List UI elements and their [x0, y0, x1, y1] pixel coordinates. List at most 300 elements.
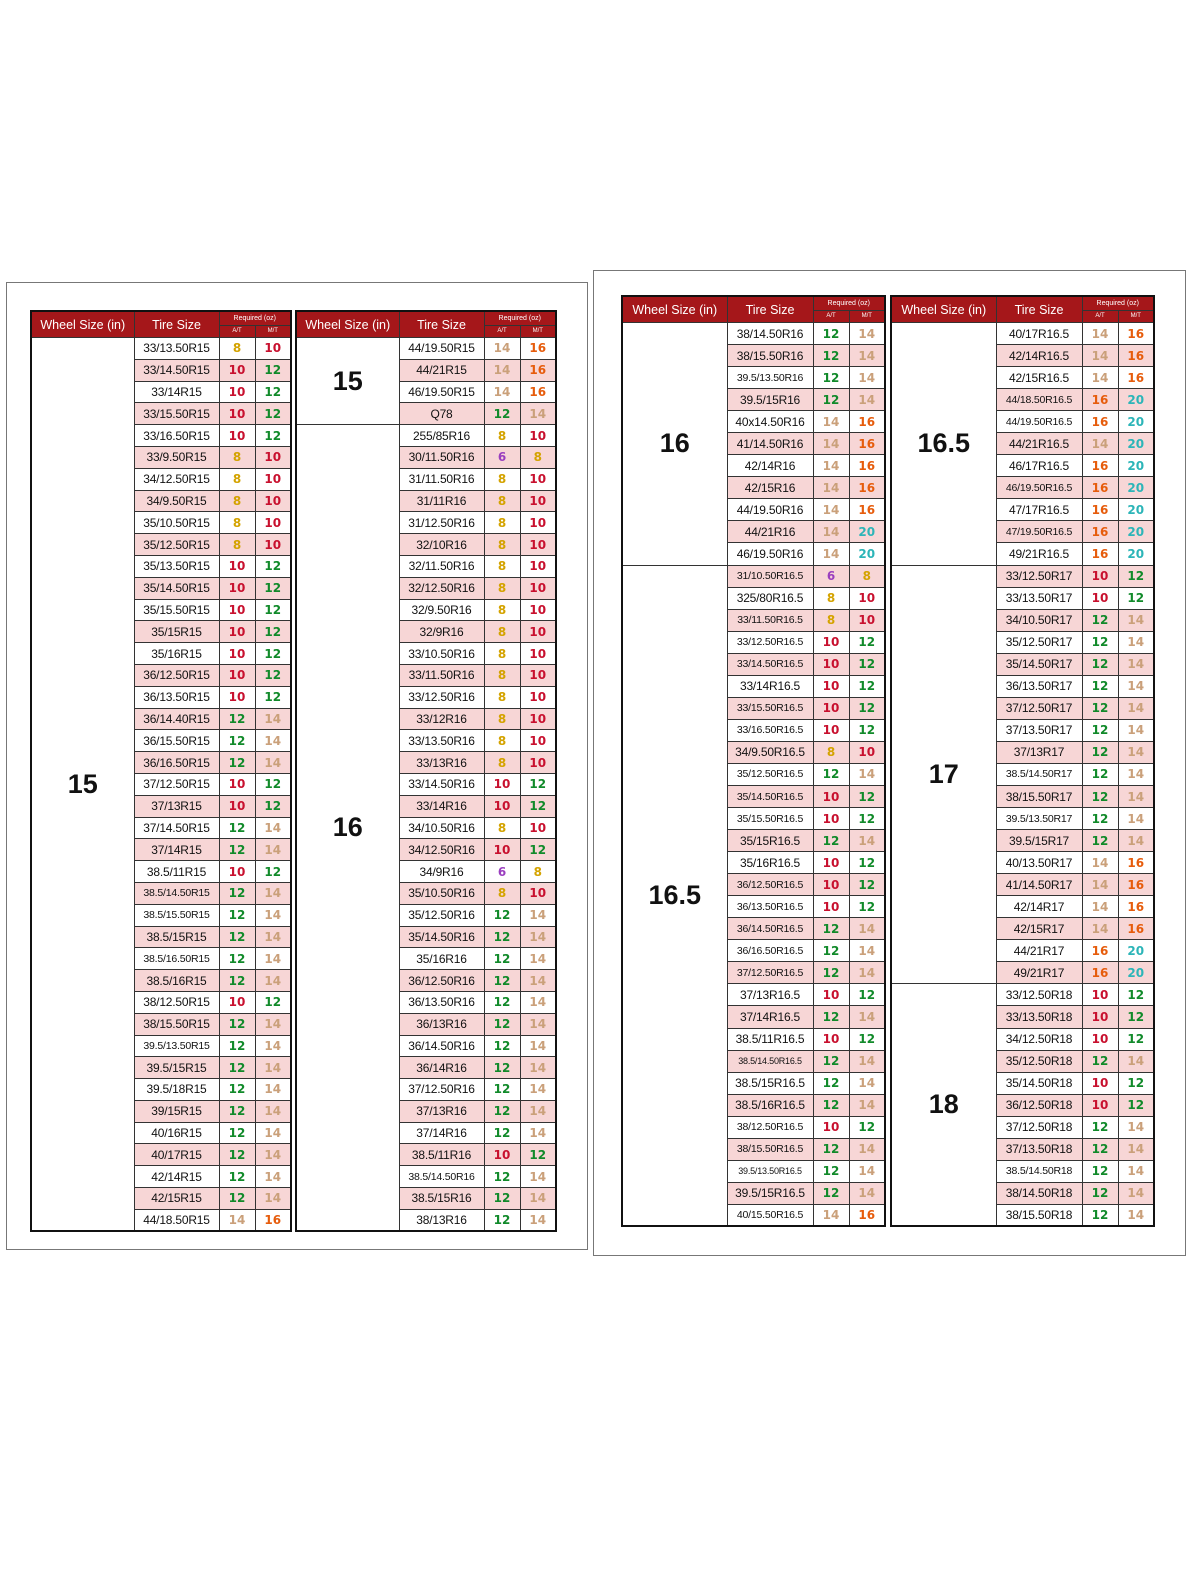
mt-value: 14 [1118, 1160, 1154, 1182]
mt-value: 12 [255, 403, 291, 425]
mt-value: 10 [520, 490, 556, 512]
mt-value: 10 [849, 741, 885, 763]
at-value: 8 [219, 534, 255, 556]
tire-size-cell: 36/12.50R18 [996, 1094, 1082, 1116]
required-header: Required (oz) [1082, 296, 1154, 311]
at-value: 14 [1082, 852, 1118, 874]
tire-size-cell: 40/17R16.5 [996, 323, 1082, 345]
mt-value: 10 [520, 643, 556, 665]
mt-value: 12 [849, 852, 885, 874]
at-value: 12 [813, 323, 849, 345]
mt-value: 14 [255, 882, 291, 904]
tire-size-cell: 40x14.50R16 [727, 411, 813, 433]
table-row [622, 323, 885, 345]
tire-size-cell: 37/13R15 [134, 795, 219, 817]
at-value: 6 [813, 565, 849, 587]
tire-size-cell: 38.5/11R16.5 [727, 1028, 813, 1050]
mt-value: 12 [255, 664, 291, 686]
at-value: 8 [219, 468, 255, 490]
tire-size-cell: 31/11R16 [399, 490, 484, 512]
mt-value: 16 [849, 1204, 885, 1226]
at-value: 10 [219, 643, 255, 665]
at-value: 10 [219, 555, 255, 577]
tire-size-cell: 38/12.50R15 [134, 991, 219, 1013]
at-value: 14 [484, 359, 520, 381]
tire-size-cell: 38/15.50R17 [996, 785, 1082, 807]
at-value: 12 [1082, 697, 1118, 719]
mt-value: 10 [520, 512, 556, 534]
tire-table-1 [30, 310, 292, 1232]
at-value: 12 [484, 1100, 520, 1122]
tire-size-cell: 31/11.50R16 [399, 468, 484, 490]
tire-size-cell: 44/21R17 [996, 940, 1082, 962]
mt-value: 14 [520, 1209, 556, 1231]
at-value: 6 [484, 861, 520, 883]
tire-size-cell: 37/13.50R18 [996, 1138, 1082, 1160]
tire-size-cell: 34/9.50R16.5 [727, 741, 813, 763]
mt-value: 16 [1118, 918, 1154, 940]
tire-size-header: Tire Size [727, 296, 813, 323]
at-value: 10 [813, 808, 849, 830]
mt-value: 12 [255, 555, 291, 577]
at-value: 14 [813, 411, 849, 433]
mt-value: 16 [520, 359, 556, 381]
mt-value: 14 [849, 962, 885, 984]
mt-value: 14 [520, 1188, 556, 1210]
mt-value: 10 [520, 599, 556, 621]
at-value: 12 [813, 1160, 849, 1182]
tire-size-cell: Q78 [399, 403, 484, 425]
at-value: 10 [219, 425, 255, 447]
tire-size-cell: 36/14.40R15 [134, 708, 219, 730]
mt-value: 12 [255, 599, 291, 621]
at-value: 14 [1082, 433, 1118, 455]
at-value: 8 [484, 621, 520, 643]
at-value: 8 [484, 752, 520, 774]
mt-value: 12 [849, 697, 885, 719]
tire-size-cell: 36/14.50R16.5 [727, 918, 813, 940]
at-value: 10 [813, 653, 849, 675]
mt-value: 16 [520, 381, 556, 403]
mt-value: 10 [255, 490, 291, 512]
at-value: 16 [1082, 521, 1118, 543]
at-value: 14 [813, 1204, 849, 1226]
tire-size-cell: 44/21R15 [399, 359, 484, 381]
mt-value: 12 [1118, 1006, 1154, 1028]
tire-size-cell: 33/9.50R15 [134, 446, 219, 468]
at-value: 12 [813, 1006, 849, 1028]
tire-size-cell: 49/21R17 [996, 962, 1082, 984]
tire-size-header: Tire Size [399, 311, 484, 338]
tire-size-cell: 38/15.50R16 [727, 345, 813, 367]
mt-value: 20 [849, 521, 885, 543]
mt-value: 14 [849, 918, 885, 940]
at-value: 8 [813, 741, 849, 763]
tire-size-cell: 31/12.50R16 [399, 512, 484, 534]
tire-size-cell: 33/14.50R15 [134, 359, 219, 381]
tire-size-cell: 32/11.50R16 [399, 555, 484, 577]
tire-size-cell: 36/12.50R16 [399, 970, 484, 992]
tire-size-cell: 33/15.50R15 [134, 403, 219, 425]
mt-value: 14 [255, 1035, 291, 1057]
mt-value: 12 [255, 861, 291, 883]
mt-value: 10 [520, 708, 556, 730]
at-value: 12 [219, 970, 255, 992]
mt-value: 16 [849, 433, 885, 455]
mt-value: 14 [255, 948, 291, 970]
tire-size-cell: 37/12.50R15 [134, 773, 219, 795]
at-value: 12 [484, 1122, 520, 1144]
at-value: 10 [219, 861, 255, 883]
mt-value: 10 [520, 752, 556, 774]
at-value: 14 [813, 477, 849, 499]
tire-size-cell: 46/19.50R16.5 [996, 477, 1082, 499]
at-value: 16 [1082, 389, 1118, 411]
at-value: 14 [813, 499, 849, 521]
tire-size-cell: 38.5/15.50R15 [134, 904, 219, 926]
at-value: 12 [1082, 653, 1118, 675]
mt-value: 10 [255, 338, 291, 360]
tire-size-cell: 40/15.50R16.5 [727, 1204, 813, 1226]
tire-size-cell: 36/13.50R16 [399, 991, 484, 1013]
at-value: 16 [1082, 543, 1118, 565]
mt-value: 14 [520, 1013, 556, 1035]
at-value: 10 [484, 1144, 520, 1166]
at-value: 12 [219, 708, 255, 730]
mt-value: 14 [520, 948, 556, 970]
tire-size-header: Tire Size [996, 296, 1082, 323]
tire-size-cell: 38/14.50R18 [996, 1182, 1082, 1204]
at-value: 14 [813, 433, 849, 455]
mt-value: 12 [849, 1028, 885, 1050]
mt-value: 14 [255, 1122, 291, 1144]
mt-value: 12 [849, 984, 885, 1006]
mt-value: 14 [1118, 609, 1154, 631]
tire-size-cell: 34/12.50R18 [996, 1028, 1082, 1050]
at-value: 16 [1082, 411, 1118, 433]
tire-size-cell: 35/12.50R17 [996, 631, 1082, 653]
tire-size-cell: 38.5/14.50R18 [996, 1160, 1082, 1182]
at-header: A/T [484, 326, 520, 338]
at-value: 12 [484, 1035, 520, 1057]
at-value: 16 [1082, 455, 1118, 477]
at-value: 10 [484, 839, 520, 861]
tire-size-cell: 47/17R16.5 [996, 499, 1082, 521]
tire-size-cell: 38/15.50R18 [996, 1204, 1082, 1226]
tire-size-cell: 38/14.50R16 [727, 323, 813, 345]
mt-value: 14 [255, 752, 291, 774]
tire-size-cell: 46/19.50R16 [727, 543, 813, 565]
tire-size-cell: 35/14.50R16 [399, 926, 484, 948]
mt-value: 14 [255, 970, 291, 992]
at-value: 12 [1082, 1050, 1118, 1072]
tire-size-cell: 35/10.50R15 [134, 512, 219, 534]
table-row [891, 984, 1154, 1006]
tire-size-cell: 38.5/15R16.5 [727, 1072, 813, 1094]
at-value: 12 [484, 403, 520, 425]
at-value: 10 [1082, 1028, 1118, 1050]
mt-value: 20 [1118, 521, 1154, 543]
mt-value: 10 [255, 446, 291, 468]
at-value: 10 [219, 621, 255, 643]
tire-table-3 [621, 295, 886, 1227]
at-value: 10 [1082, 565, 1118, 587]
tire-size-cell: 39.5/13.50R16 [727, 367, 813, 389]
at-value: 10 [1082, 1006, 1118, 1028]
tire-size-cell: 39.5/13.50R16.5 [727, 1160, 813, 1182]
at-value: 8 [813, 587, 849, 609]
tire-size-cell: 38.5/15R16 [399, 1188, 484, 1210]
at-value: 12 [813, 1182, 849, 1204]
at-value: 10 [219, 686, 255, 708]
mt-value: 10 [849, 609, 885, 631]
required-header: Required (oz) [813, 296, 885, 311]
at-value: 8 [484, 643, 520, 665]
wheel-size-header: Wheel Size (in) [31, 311, 134, 338]
tire-size-cell: 42/15R17 [996, 918, 1082, 940]
at-value: 8 [219, 490, 255, 512]
tire-size-cell: 39.5/15R16 [727, 389, 813, 411]
at-value: 12 [813, 389, 849, 411]
at-value: 10 [1082, 587, 1118, 609]
tire-size-cell: 33/13.50R15 [134, 338, 219, 360]
tire-size-cell: 36/13.50R17 [996, 675, 1082, 697]
mt-value: 14 [255, 1144, 291, 1166]
at-value: 8 [484, 686, 520, 708]
tire-size-cell: 33/16.50R16.5 [727, 719, 813, 741]
mt-value: 14 [1118, 1204, 1154, 1226]
mt-value: 12 [849, 631, 885, 653]
table-row [296, 338, 556, 360]
mt-value: 20 [1118, 455, 1154, 477]
mt-header: M/T [255, 326, 291, 338]
tire-size-cell: 39.5/13.50R15 [134, 1035, 219, 1057]
tire-size-cell: 36/16.50R16.5 [727, 940, 813, 962]
tire-size-cell: 33/12.50R18 [996, 984, 1082, 1006]
at-value: 10 [813, 631, 849, 653]
tire-size-cell: 34/12.50R15 [134, 468, 219, 490]
at-value: 12 [813, 1050, 849, 1072]
at-value: 12 [484, 948, 520, 970]
mt-value: 14 [1118, 631, 1154, 653]
tire-size-cell: 44/19.50R16.5 [996, 411, 1082, 433]
mt-value: 14 [255, 708, 291, 730]
at-value: 10 [484, 795, 520, 817]
mt-value: 14 [1118, 1050, 1154, 1072]
mt-value: 12 [849, 653, 885, 675]
tire-size-cell: 38/15.50R15 [134, 1013, 219, 1035]
required-header: Required (oz) [219, 311, 291, 326]
at-value: 14 [1082, 896, 1118, 918]
at-value: 10 [1082, 984, 1118, 1006]
tire-size-cell: 33/12.50R17 [996, 565, 1082, 587]
tire-size-cell: 37/12.50R16 [399, 1079, 484, 1101]
tire-size-cell: 34/9.50R15 [134, 490, 219, 512]
tire-size-cell: 35/16R16 [399, 948, 484, 970]
at-value: 10 [813, 1028, 849, 1050]
mt-value: 14 [520, 991, 556, 1013]
at-value: 12 [219, 1079, 255, 1101]
tire-size-cell: 42/14R16 [727, 455, 813, 477]
table-row [296, 425, 556, 447]
at-value: 12 [219, 839, 255, 861]
tire-size-cell: 44/19.50R15 [399, 338, 484, 360]
mt-value: 14 [255, 1079, 291, 1101]
at-value: 14 [484, 338, 520, 360]
at-value: 12 [813, 918, 849, 940]
mt-value: 12 [849, 719, 885, 741]
at-value: 14 [484, 381, 520, 403]
mt-value: 10 [255, 534, 291, 556]
tire-size-cell: 35/16R16.5 [727, 852, 813, 874]
mt-value: 14 [255, 904, 291, 926]
at-value: 12 [813, 830, 849, 852]
tire-size-cell: 34/10.50R17 [996, 609, 1082, 631]
at-header: A/T [219, 326, 255, 338]
mt-value: 12 [255, 795, 291, 817]
mt-value: 16 [849, 411, 885, 433]
mt-value: 14 [849, 1160, 885, 1182]
tire-size-cell: 42/15R16 [727, 477, 813, 499]
tire-size-cell: 325/80R16.5 [727, 587, 813, 609]
at-value: 10 [484, 773, 520, 795]
mt-value: 20 [1118, 543, 1154, 565]
tire-size-cell: 35/14.50R15 [134, 577, 219, 599]
tire-size-cell: 44/19.50R16 [727, 499, 813, 521]
wheel-size-cell: 17 [891, 565, 996, 984]
tire-size-cell: 33/14R16.5 [727, 675, 813, 697]
mt-value: 20 [849, 543, 885, 565]
at-value: 6 [484, 446, 520, 468]
at-value: 10 [813, 785, 849, 807]
tire-size-cell: 33/15.50R16.5 [727, 697, 813, 719]
mt-value: 12 [1118, 1072, 1154, 1094]
tire-size-cell: 40/13.50R17 [996, 852, 1082, 874]
mt-value: 12 [849, 675, 885, 697]
mt-value: 16 [849, 455, 885, 477]
tire-size-cell: 33/12.50R16 [399, 686, 484, 708]
at-value: 10 [219, 664, 255, 686]
mt-value: 14 [255, 1188, 291, 1210]
at-value: 10 [813, 697, 849, 719]
wheel-size-header: Wheel Size (in) [622, 296, 727, 323]
at-value: 10 [219, 991, 255, 1013]
mt-value: 14 [849, 367, 885, 389]
tire-size-cell: 47/19.50R16.5 [996, 521, 1082, 543]
at-value: 12 [484, 1079, 520, 1101]
tire-size-cell: 38/15.50R16.5 [727, 1138, 813, 1160]
at-value: 12 [219, 730, 255, 752]
mt-value: 10 [520, 555, 556, 577]
at-value: 12 [1082, 1138, 1118, 1160]
mt-header: M/T [849, 311, 885, 323]
tire-size-cell: 33/11.50R16 [399, 664, 484, 686]
at-value: 10 [813, 719, 849, 741]
tire-table-4 [890, 295, 1155, 1227]
at-value: 12 [1082, 830, 1118, 852]
tire-size-cell: 35/14.50R18 [996, 1072, 1082, 1094]
mt-value: 12 [520, 795, 556, 817]
mt-value: 14 [849, 345, 885, 367]
at-value: 12 [484, 970, 520, 992]
at-value: 14 [1082, 323, 1118, 345]
mt-value: 14 [849, 1072, 885, 1094]
tire-size-cell: 36/13.50R16.5 [727, 896, 813, 918]
at-value: 12 [1082, 1116, 1118, 1138]
mt-value: 16 [1118, 323, 1154, 345]
mt-value: 14 [255, 839, 291, 861]
at-value: 14 [1082, 918, 1118, 940]
at-value: 8 [219, 512, 255, 534]
mt-value: 14 [520, 1057, 556, 1079]
at-value: 12 [219, 1122, 255, 1144]
tire-size-cell: 30/11.50R16 [399, 446, 484, 468]
tire-size-cell: 38.5/14.50R16 [399, 1166, 484, 1188]
tire-size-cell: 33/11.50R16.5 [727, 609, 813, 631]
mt-value: 14 [1118, 719, 1154, 741]
mt-value: 14 [520, 1166, 556, 1188]
tire-size-cell: 35/15R16.5 [727, 830, 813, 852]
tire-size-cell: 34/9R16 [399, 861, 484, 883]
at-value: 12 [1082, 1204, 1118, 1226]
mt-value: 10 [849, 587, 885, 609]
mt-value: 20 [1118, 477, 1154, 499]
mt-value: 14 [255, 1013, 291, 1035]
tire-size-cell: 35/16R15 [134, 643, 219, 665]
tire-size-cell: 36/15.50R15 [134, 730, 219, 752]
at-value: 12 [1082, 675, 1118, 697]
mt-value: 20 [1118, 389, 1154, 411]
tire-size-cell: 42/14R16.5 [996, 345, 1082, 367]
mt-value: 10 [520, 882, 556, 904]
tire-size-cell: 32/9.50R16 [399, 599, 484, 621]
wheel-size-header: Wheel Size (in) [296, 311, 399, 338]
at-value: 8 [219, 338, 255, 360]
mt-value: 14 [849, 940, 885, 962]
tire-size-cell: 35/12.50R18 [996, 1050, 1082, 1072]
tire-size-cell: 35/13.50R15 [134, 555, 219, 577]
table-row [891, 565, 1154, 587]
tire-size-cell: 35/14.50R17 [996, 653, 1082, 675]
mt-value: 14 [1118, 653, 1154, 675]
mt-value: 14 [255, 1057, 291, 1079]
at-value: 8 [484, 512, 520, 534]
mt-value: 12 [255, 577, 291, 599]
mt-value: 14 [1118, 697, 1154, 719]
mt-value: 14 [520, 1079, 556, 1101]
mt-value: 20 [1118, 433, 1154, 455]
wheel-size-cell: 16.5 [891, 323, 996, 566]
mt-value: 14 [849, 389, 885, 411]
at-value: 12 [484, 904, 520, 926]
at-value: 14 [813, 455, 849, 477]
mt-header: M/T [1118, 311, 1154, 323]
mt-value: 12 [255, 686, 291, 708]
tire-size-cell: 38.5/14.50R15 [134, 882, 219, 904]
at-value: 8 [484, 577, 520, 599]
mt-value: 12 [1118, 1028, 1154, 1050]
tire-size-cell: 38/12.50R16.5 [727, 1116, 813, 1138]
at-value: 12 [219, 1013, 255, 1035]
at-value: 14 [219, 1209, 255, 1231]
mt-value: 10 [520, 664, 556, 686]
at-value: 10 [219, 577, 255, 599]
at-value: 14 [1082, 367, 1118, 389]
mt-value: 14 [1118, 675, 1154, 697]
mt-value: 16 [1118, 345, 1154, 367]
tire-size-cell: 33/16.50R15 [134, 425, 219, 447]
at-value: 8 [484, 882, 520, 904]
